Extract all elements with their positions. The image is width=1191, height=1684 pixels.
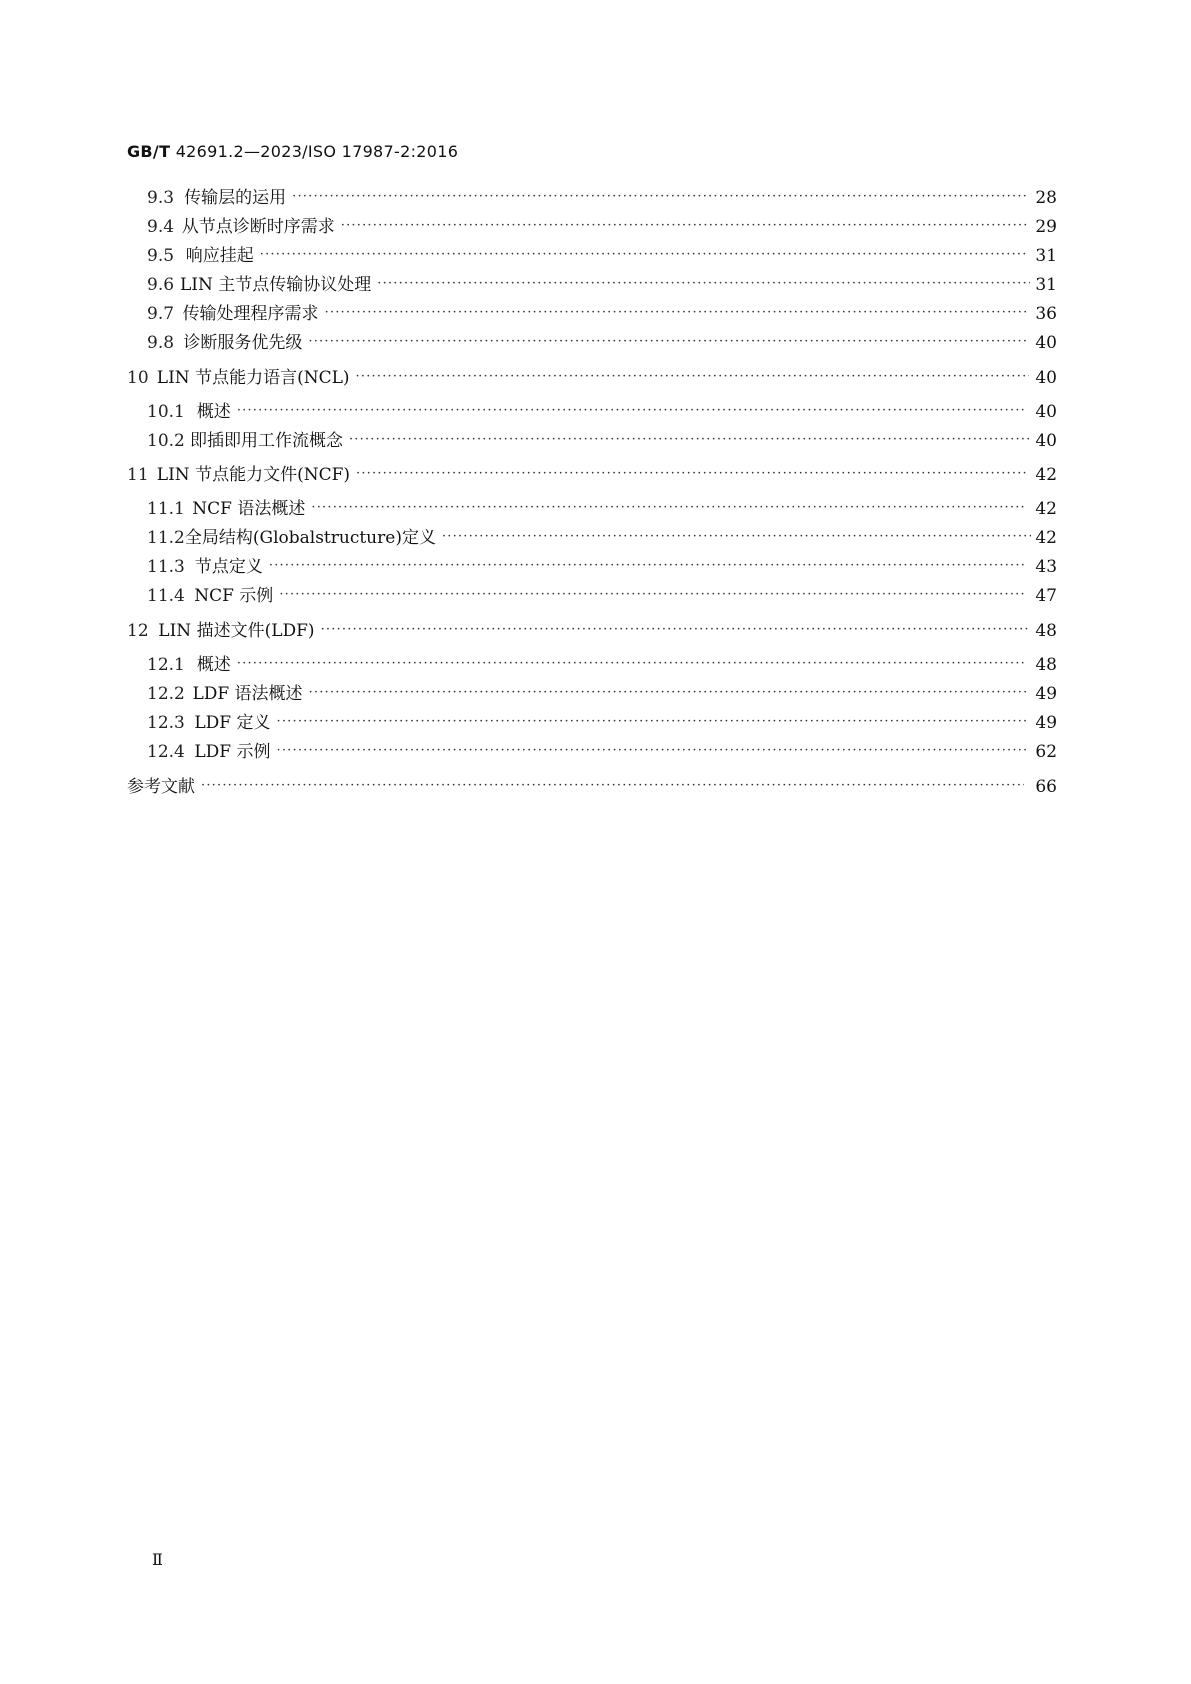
toc-leader-dots [356,466,1029,481]
toc-entry[interactable] [127,523,1057,547]
toc-chapter-entry[interactable] [127,460,1057,484]
toc-chapter-entry[interactable] [127,616,1057,640]
toc-entry-title: 传输处理程序需求 [182,304,319,324]
toc-entry[interactable] [127,397,1057,421]
toc-entry-title: NCF 示例 [194,586,274,606]
toc-entry-number: 9.5 [147,246,175,266]
toc-entry[interactable] [127,650,1057,674]
toc-leader-dots [292,189,1027,204]
toc-leader-dots [201,778,1024,793]
toc-entry-page: 49 [1035,684,1058,704]
toc-leader-dots [237,403,1025,418]
toc-entry-title: LIN 节点能力语言(NCL) [156,368,350,388]
toc-entry-number: 11.3 [147,557,185,577]
toc-entry-page: 28 [1035,188,1057,208]
standard-prefix: GB/T [127,142,171,161]
toc-entry-number: 9.4 [147,217,175,237]
toc-entry-page: 47 [1035,586,1057,606]
toc-entry-number: 11 [127,465,149,485]
toc-entry-page: 29 [1035,217,1057,237]
toc-entry-number: 11.1 [147,499,185,519]
toc-entry[interactable] [127,426,1057,450]
toc-entry-number: 9.7 [147,304,175,324]
toc-entry-page: 36 [1035,304,1057,324]
standard-code: 42691.2—2023/ISO 17987-2:2016 [175,142,459,161]
toc-entry-number: 12.3 [147,713,185,733]
toc-leader-dots [308,334,1027,349]
toc-entry-page: 31 [1035,246,1058,266]
toc-leader-dots [349,432,1029,447]
toc-leader-dots [377,276,1029,291]
toc-leader-dots [341,218,1029,233]
toc-leader-dots [356,369,1029,384]
toc-entry-page: 40 [1035,368,1057,388]
toc-entry[interactable] [127,679,1057,703]
toc-entry-number: 11.2 [147,528,185,548]
toc-leader-dots [321,622,1028,637]
toc-entry-page: 62 [1035,742,1058,762]
page-number: Ⅱ [152,1550,163,1569]
toc-entry-page: 40 [1035,402,1057,422]
toc-leader-dots [325,305,1028,320]
toc-entry-number: 12 [127,621,149,641]
toc-leader-dots [311,500,1027,515]
toc-entry[interactable] [127,552,1057,576]
toc-leader-dots [309,685,1028,700]
toc-entry-page: 49 [1035,713,1058,733]
toc-entry-title: 诊断服务优先级 [183,333,303,353]
toc-entry-title: 响应挂起 [185,246,254,266]
toc-entry-title: 概述 [196,655,231,675]
toc-leader-dots [279,587,1026,602]
toc-entry[interactable] [127,241,1057,265]
toc-entry-page: 48 [1035,621,1057,641]
toc-entry-title: LIN 主节点传输协议处理 [179,275,372,295]
toc-entry-number: 10 [127,368,149,388]
toc-entry-page: 48 [1035,655,1057,675]
toc-leader-dots [260,247,1026,262]
toc-entry-number: 12.1 [147,655,185,675]
toc-entry-title: LDF 示例 [194,742,271,762]
toc-entry-page: 42 [1035,465,1058,485]
toc-entry-number: 11.4 [147,586,185,606]
toc-entry[interactable] [127,328,1057,352]
toc-entry-page: 66 [1035,777,1057,797]
toc-entry[interactable] [127,494,1057,518]
toc-leader-dots [277,743,1027,758]
toc-entry[interactable] [127,737,1057,761]
toc-references-entry[interactable] [127,772,1057,796]
toc-entry-page: 40 [1035,431,1057,451]
toc-entry-title: 节点定义 [194,557,263,577]
toc-entry-title: 从节点诊断时序需求 [181,217,335,237]
toc-leader-dots [237,656,1025,671]
toc-leader-dots [277,714,1027,729]
toc-leader-dots [442,529,1031,544]
toc-entry-page: 31 [1035,275,1057,295]
toc-entry-title: 传输层的运用 [184,188,287,208]
toc-leader-dots [269,558,1026,573]
toc-entry[interactable] [127,183,1057,207]
toc-chapter-entry[interactable] [127,363,1057,387]
toc-entry-number: 9.3 [147,188,175,208]
toc-entry-number: 9.8 [147,333,175,353]
toc-entry-number: 9.6 [147,275,175,295]
toc-entry-title: 参考文献 [127,777,195,797]
toc-entry-title: NCF 语法概述 [192,499,306,519]
toc-entry-page: 42 [1035,528,1057,548]
toc-entry-title: 即插即用工作流概念 [189,431,343,451]
toc-entry-number: 10.1 [147,402,185,422]
toc-entry-number: 10.2 [147,431,185,451]
toc-entry-page: 43 [1035,557,1058,577]
toc-entry[interactable] [127,708,1057,732]
toc-entry-title: LIN 描述文件(LDF) [158,621,315,641]
toc-entry[interactable] [127,270,1057,294]
toc-entry-title: LIN 节点能力文件(NCF) [156,465,351,485]
toc-entry-number: 12.4 [147,742,185,762]
toc-entry[interactable] [127,299,1057,323]
toc-entry-title: 概述 [196,402,231,422]
toc-entry[interactable] [127,581,1057,605]
toc-entry-title: LDF 语法概述 [192,684,303,704]
toc-entry-number: 12.2 [147,684,185,704]
toc-entry-page: 42 [1035,499,1057,519]
toc-entry-title: LDF 定义 [194,713,271,733]
toc-entry-title: 全局结构(Globalstructure)定义 [184,528,436,548]
toc-entry[interactable] [127,212,1057,236]
toc-entry-page: 40 [1035,333,1057,353]
